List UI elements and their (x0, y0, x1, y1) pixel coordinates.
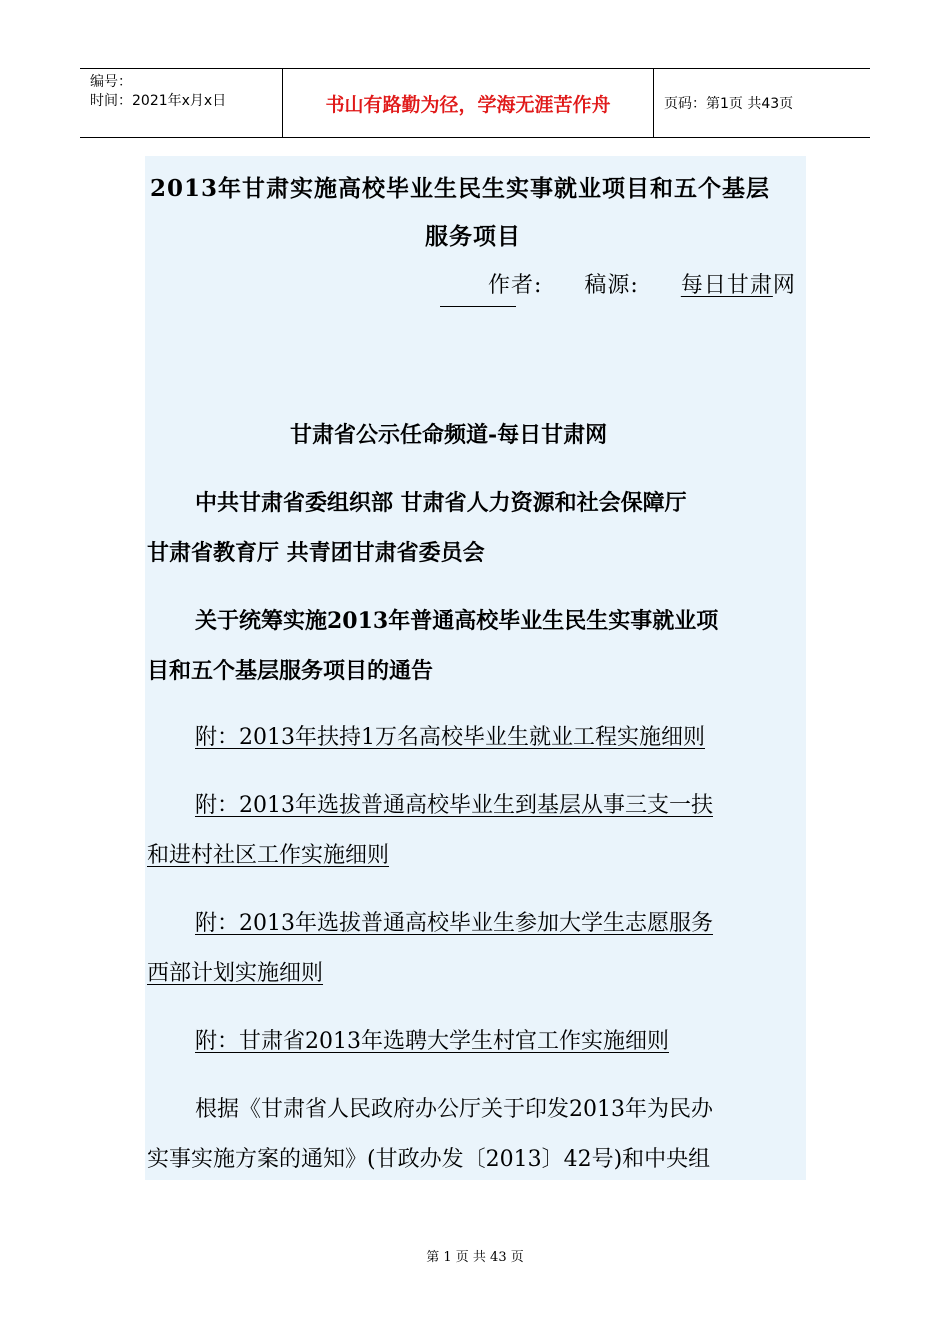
page-footer: 第 1 页 共 43 页 (426, 1250, 524, 1265)
annex-link-1[interactable]: 附：2013年扶持1万名高校毕业生就业工程实施细则 (195, 725, 705, 750)
source-link[interactable]: 每日甘肃 (680, 273, 773, 298)
byline (488, 268, 796, 299)
header-meta-cell (80, 69, 282, 137)
paragraph-line2: 实事实施方案的通知》(甘政办发〔2013〕42号)和中央组 (147, 1147, 711, 1172)
notice-title-line1: 关于统筹实施2013年普通高校毕业生民生实事就业项 (195, 608, 719, 634)
number-label: 编号： (90, 74, 132, 90)
byline-rule (440, 306, 516, 307)
header-motto: 书山有路勤为径，学海无涯苦作舟 (282, 69, 654, 137)
document-title-line1: 2013年甘肃实施高校毕业生民生实事就业项目和五个基层 (150, 175, 771, 202)
time-label: 时间：2021年x月x日 (90, 93, 227, 109)
annex-link-3-line2[interactable]: 西部计划实施细则 (147, 961, 324, 986)
header-table (80, 68, 870, 138)
annex-link-3-line1[interactable]: 附：2013年选拔普通高校毕业生参加大学生志愿服务 (195, 911, 713, 936)
annex-link-4[interactable]: 附：甘肃省2013年选聘大学生村官工作实施细则 (195, 1029, 669, 1054)
annex-link-2-line2[interactable]: 和进村社区工作实施细则 (147, 843, 390, 868)
notice-title-line2: 目和五个基层服务项目的通告 (147, 658, 434, 684)
paragraph-line1: 根据《甘肃省人民政府办公厅关于印发2013年为民办 (195, 1097, 713, 1122)
issuers-line2: 甘肃省教育厅 共青团甘肃省委员会 (147, 540, 485, 566)
source-tail: 网 (772, 273, 796, 298)
header-page-info: 页码：第1页 共43页 (664, 96, 794, 112)
channel-heading: 甘肃省公示任命频道-每日甘肃网 (290, 422, 608, 448)
issuers-line1: 中共甘肃省委组织部 甘肃省人力资源和社会保障厅 (195, 490, 687, 516)
source-label: 稿源: (584, 273, 639, 298)
document-title-line2: 服务项目 (425, 223, 521, 250)
author-label: 作者: (488, 273, 543, 298)
annex-link-2-line1[interactable]: 附：2013年选拔普通高校毕业生到基层从事三支一扶 (195, 793, 713, 818)
